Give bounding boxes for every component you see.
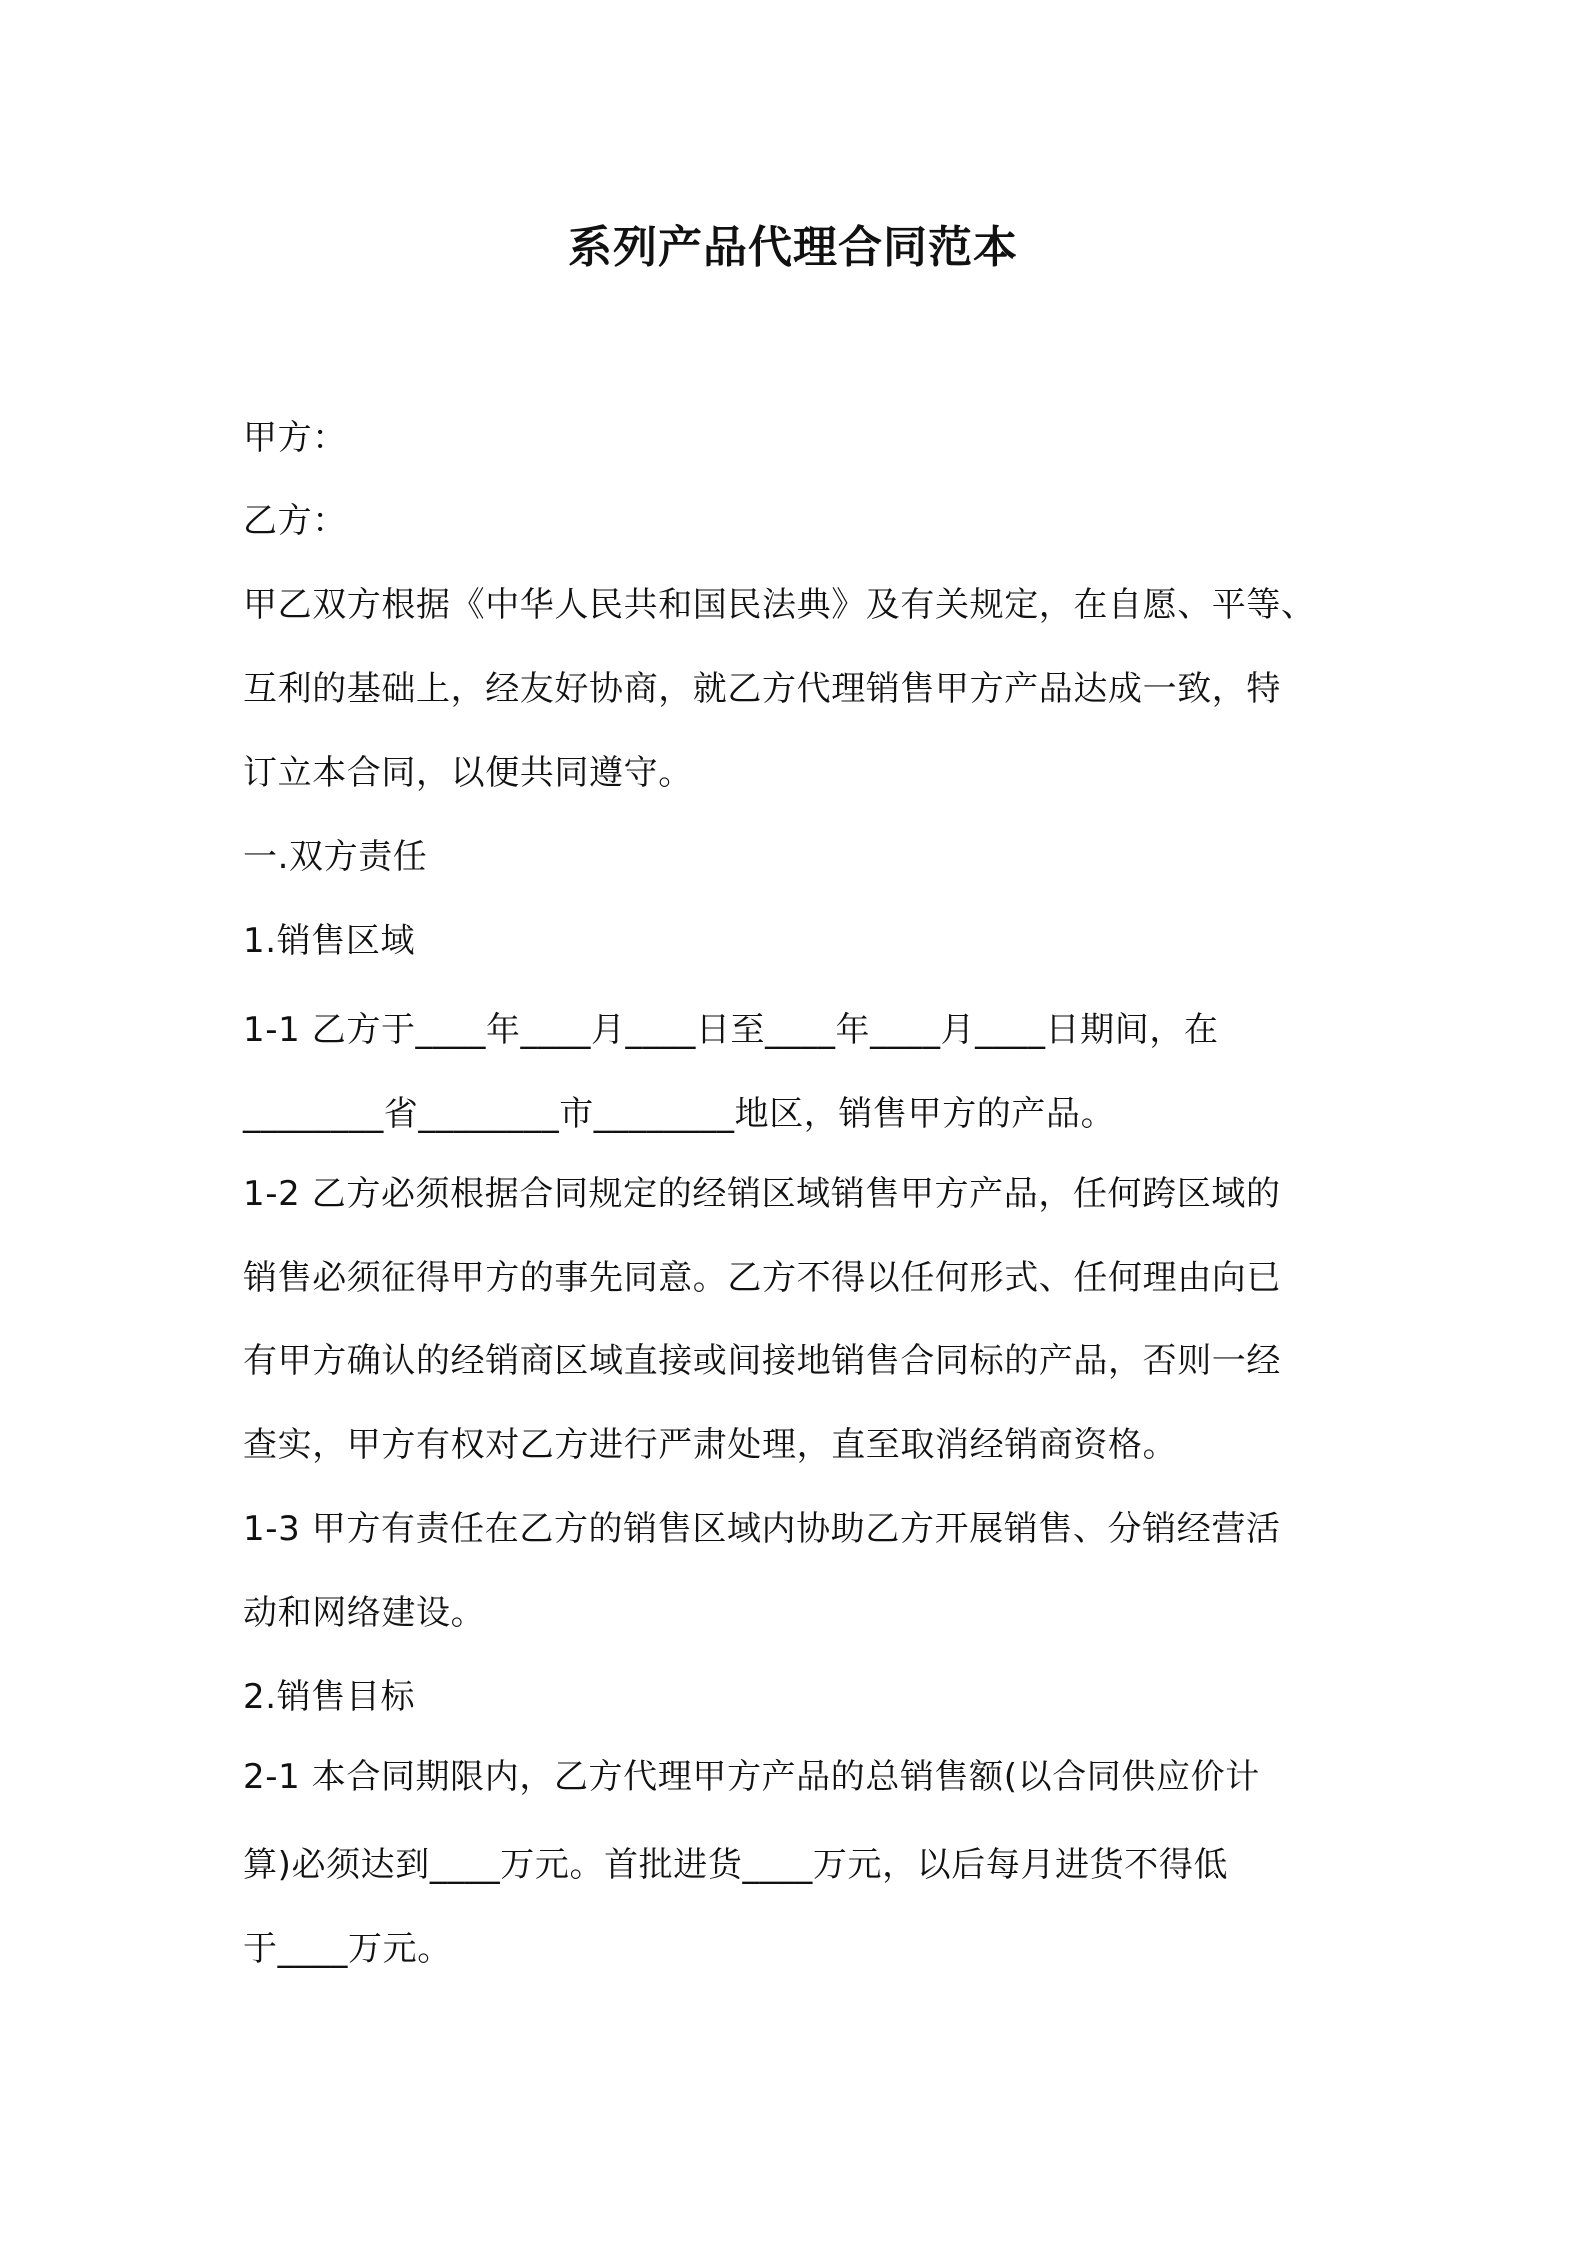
preamble-line-2: 互利的基础上，经友好协商，就乙方代理销售甲方产品达成一致，特 [243, 669, 1281, 709]
clause-2-1-line-1: 2-1 本合同期限内，乙方代理甲方产品的总销售额(以合同供应价计 [243, 1757, 1260, 1797]
clause-1-2-line-3: 有甲方确认的经销商区域直接或间接地销售合同标的产品，否则一经 [243, 1341, 1281, 1381]
clause-1-3-line-1: 1-3 甲方有责任在乙方的销售区域内协助乙方开展销售、分销经营活 [243, 1509, 1281, 1549]
clause-1-2-line-1: 1-2 乙方必须根据合同规定的经销区域销售甲方产品，任何跨区域的 [243, 1174, 1281, 1214]
preamble-line-3: 订立本合同，以便共同遵守。 [243, 753, 693, 793]
party-b-line: 乙方： [243, 501, 347, 541]
subsection-heading-1: 1.销售区域 [243, 921, 416, 961]
clause-1-2-line-2: 销售必须征得甲方的事先同意。乙方不得以任何形式、任何理由向已 [243, 1258, 1281, 1298]
document-title: 系列产品代理合同范本 [568, 222, 1018, 273]
clause-1-2-line-4: 查实，甲方有权对乙方进行严肃处理，直至取消经销商资格。 [243, 1425, 1178, 1465]
clause-1-3-line-2: 动和网络建设。 [243, 1593, 486, 1633]
clause-2-1-line-3: 于____万元。 [243, 1929, 452, 1969]
preamble-line-1: 甲乙双方根据《中华人民共和国民法典》及有关规定，在自愿、平等、 [243, 585, 1316, 625]
section-heading-1: 一.双方责任 [243, 837, 428, 877]
clause-2-1-line-2: 算)必须达到____万元。首批进货____万元，以后每月进货不得低 [243, 1845, 1229, 1885]
clause-1-1-line-2: ________省________市________地区，销售甲方的产品。 [243, 1094, 1116, 1134]
party-a-line: 甲方： [243, 418, 347, 458]
subsection-heading-2: 2.销售目标 [243, 1677, 416, 1717]
clause-1-1-line-1: 1-1 乙方于____年____月____日至____年____月____日期间，在 [243, 1010, 1219, 1050]
